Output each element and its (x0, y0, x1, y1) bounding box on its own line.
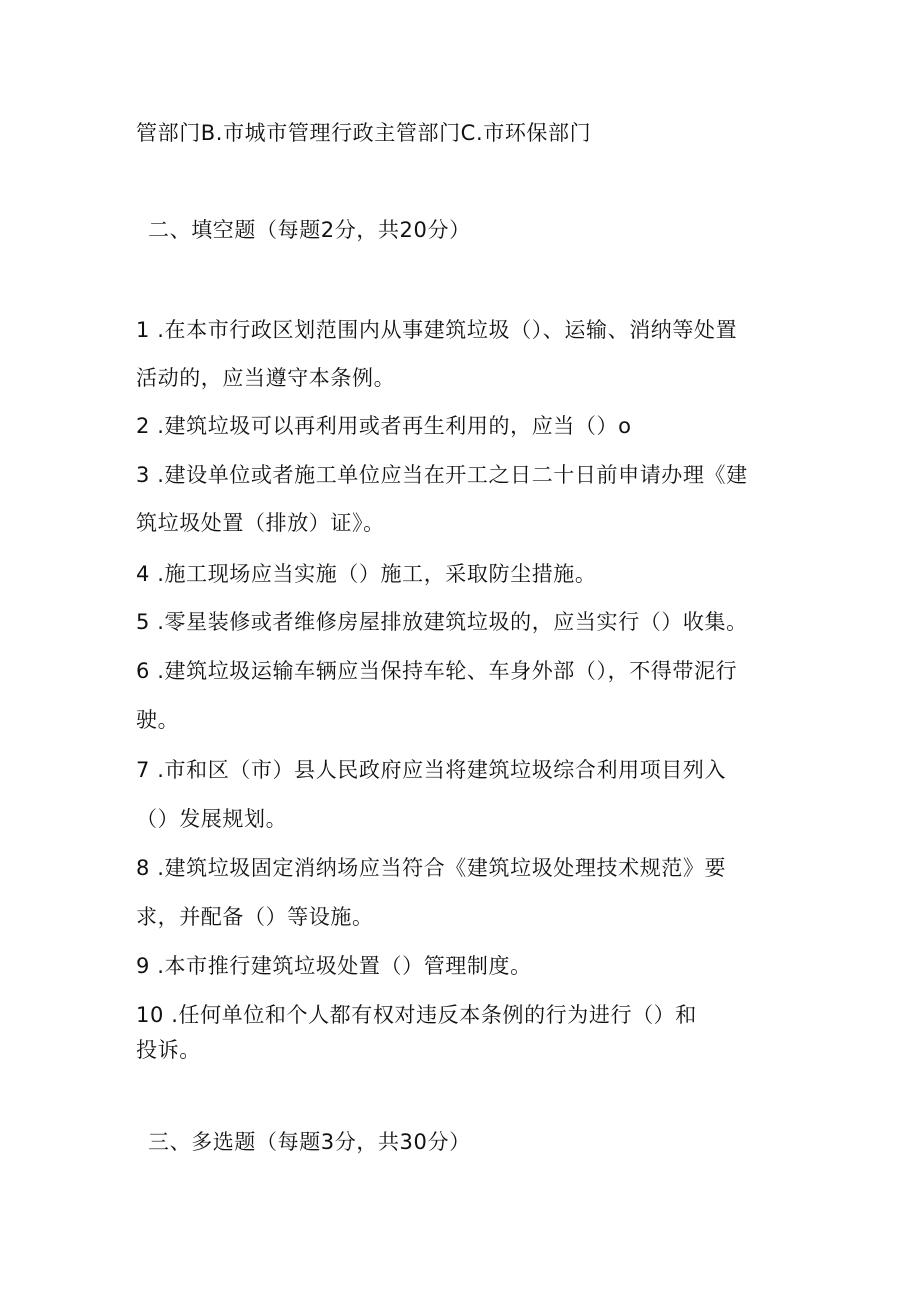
q10-line-1: 10 .任何单位和个人都有权对违反本条例的行为进行（）和 (136, 1003, 697, 1027)
q4-line-1: 4 .施工现场应当实施（）施工，采取防尘措施。 (136, 562, 597, 586)
q3-line-1: 3 .建设单位或者施工单位应当在开工之日二十日前申请办理《建 (136, 463, 748, 487)
q8-line-2: 求，并配备（）等设施。 (136, 905, 374, 929)
q3-line-2: 筑垃圾处置（排放）证》。 (136, 511, 385, 535)
q9-line-1: 9 .本市推行建筑垃圾处置（）管理制度。 (136, 954, 532, 978)
q10-line-2: 投诉。 (136, 1038, 201, 1062)
q7-line-2: （）发展规划。 (136, 807, 288, 831)
section-2-heading: 二、填空题（每题2分，共20分） (148, 218, 471, 242)
q8-line-1: 8 .建筑垃圾固定消纳场应当符合《建筑垃圾处理技术规范》要 (136, 856, 727, 880)
q2-line-1: 2 .建筑垃圾可以再利用或者再生利用的，应当（）o (136, 414, 632, 438)
q1-line-2: 活动的，应当遵守本条例。 (136, 366, 396, 390)
q6-line-1: 6 .建筑垃圾运输车辆应当保持车轮、车身外部（），不得带泥行 (136, 659, 738, 683)
q6-line-2: 驶。 (136, 708, 180, 732)
q7-line-1: 7 .市和区（市）县人民政府应当将建筑垃圾综合利用项目列入 (136, 758, 727, 782)
continuation-line: 管部门B.市城市管理行政主管部门C.市环保部门 (136, 121, 592, 145)
q5-line-1: 5 .零星装修或者维修房屋排放建筑垃圾的，应当实行（）收集。 (136, 610, 748, 634)
section-3-heading: 三、多选题（每题3分，共30分） (148, 1130, 471, 1154)
q1-line-1: 1 .在本市行政区划范围内从事建筑垃圾（）、运输、消纳等处置 (136, 318, 738, 342)
